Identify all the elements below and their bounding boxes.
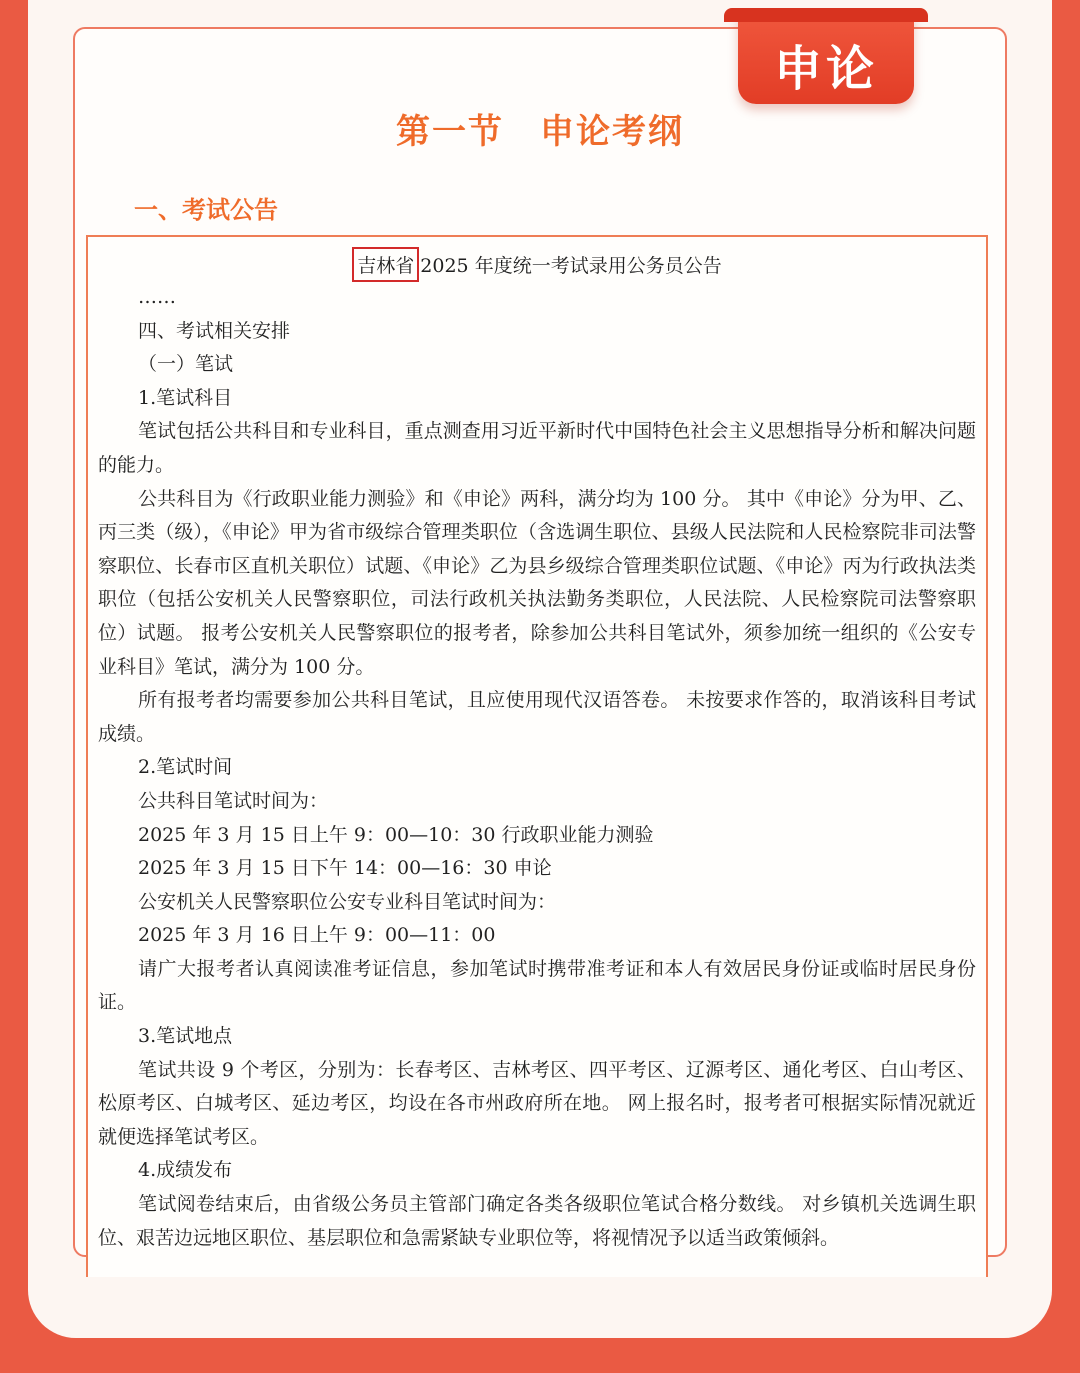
paragraph: …… (138, 286, 176, 308)
schedule-line: 2025 年 3 月 15 日上午 9：00—10：30 行政职业能力测验 (138, 823, 654, 846)
section-title: 第一节 申论考纲 (396, 112, 684, 152)
notice-title-text: 2025 年度统一考试录用公务员公告 (420, 255, 722, 277)
paragraph: 笔试共设 9 个考区，分别为：长春考区、吉林考区、四平考区、辽源考区、通化考区、白山考区、松原考区、白城考区、延边考区，均设在各市州政府所在地。 网上报名时，报考者可根据实际情况就近就便选择笔试考区。 (98, 1058, 976, 1148)
heading-time: 2.笔试时间 (138, 756, 233, 779)
heading-written-exam: （一）笔试 (138, 353, 234, 376)
heading-location: 3.笔试地点 (138, 1025, 233, 1048)
schedule-line: 2025 年 3 月 15 日下午 14：00—16：30 申论 (138, 857, 552, 880)
notice-box (86, 235, 988, 1277)
heading-subjects: 1.笔试科目 (138, 386, 233, 409)
notice-title (88, 247, 986, 282)
highlighted-province: 吉林省 (352, 247, 419, 282)
paragraph: 公共科目笔试时间为： (138, 789, 329, 812)
category-tag (738, 12, 914, 104)
paragraph: 所有报考者均需要参加公共科目笔试，且应使用现代汉语答卷。 未按要求作答的，取消该科目考试成绩。 (98, 689, 976, 745)
heading-results: 4.成绩发布 (138, 1159, 233, 1182)
subsection-title: 一、考试公告 (134, 196, 278, 224)
paragraph: 请广大报考者认真阅读准考证信息，参加笔试时携带准考证和本人有效居民身份证或临时居民身份证。 (98, 957, 976, 1014)
paragraph: 公安机关人民警察职位公安专业科目笔试时间为： (138, 890, 557, 913)
notice-body (98, 281, 976, 1255)
category-tag-label: 申论 (773, 41, 878, 97)
paragraph: 笔试包括公共科目和专业科目，重点测查用习近平新时代中国特色社会主义思想指导分析和解决问题的能力。 (98, 420, 976, 476)
heading-arrangements: 四、考试相关安排 (138, 319, 291, 342)
paragraph: 公共科目为《行政职业能力测验》和《申论》两科，满分均为 100 分。 其中《申论》分为甲、乙、丙三类（级），《申论》甲为省市级综合管理类职位（含选调生职位、县级人民法院和人民检察院非司法警察职位、长春市区直机关职位）试题、《申论》乙为县乡级综合管理类职位试题、《申论》丙为行政执法类职位（包括公安机关人民警察职位，司法行政机关执法勤务类职位，人民法院、人民检察院司法警察职位）试题。 报考公安机关人民警察职位的报考者，除参加公共科目笔试外，须参加统一组织的《公安专业科目》笔试，满分为 100 分。 (98, 487, 976, 678)
schedule-line: 2025 年 3 月 16 日上午 9：00—11：00 (138, 924, 496, 947)
paragraph: 笔试阅卷结束后，由省级公务员主管部门确定各类各级职位笔试合格分数线。 对乡镇机关选调生职位、艰苦边远地区职位、基层职位和急需紧缺专业职位等，将视情况予以适当政策倾斜。 (98, 1193, 976, 1249)
